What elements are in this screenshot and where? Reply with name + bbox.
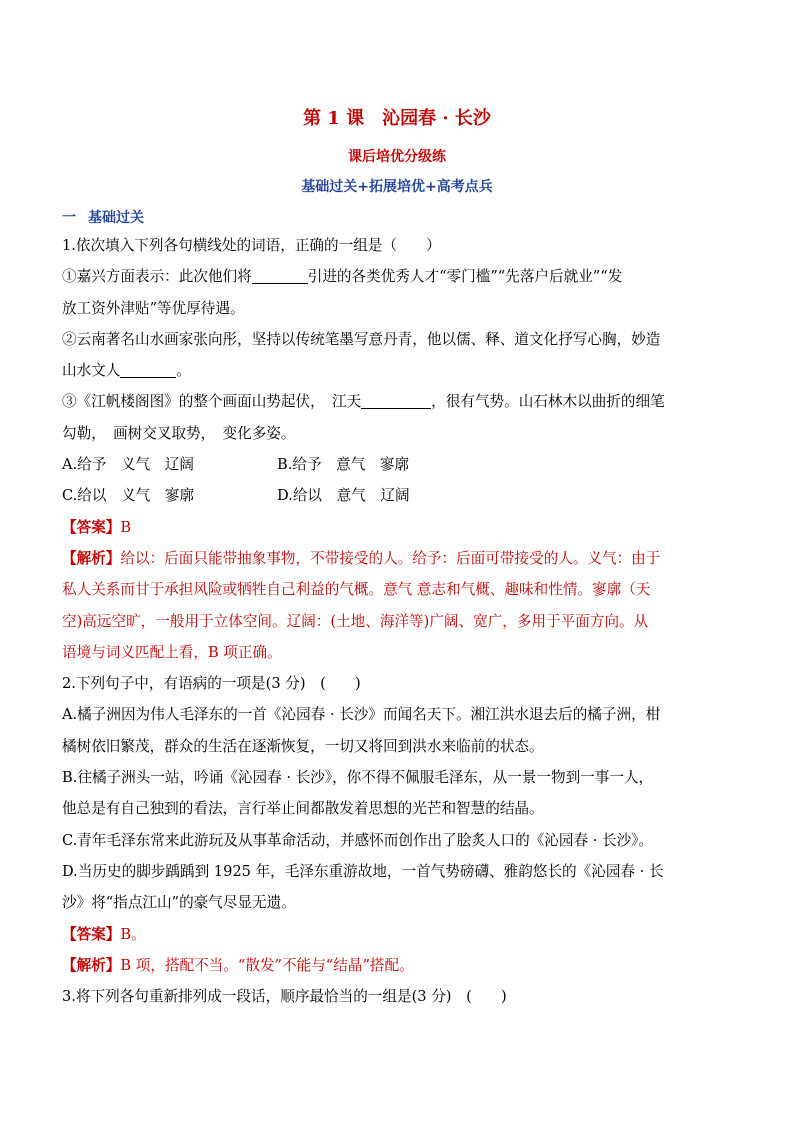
q2-option-b-line2: 他总是有自己独到的看法，言行举止间都散发着思想的光芒和智慧的结晶。	[62, 800, 544, 818]
q2-option-d-line2: 沙》将“指点江山”的豪气尽显无遗。	[62, 894, 296, 912]
q1-sentence3-line1: ③《江帆楼阁图》的整个画面山势起伏， 江天 ，很有气势。山石林木以曲折的细笔	[62, 386, 730, 417]
q1-analysis-line4: 语境与词义匹配上看，B 项正确。	[62, 643, 282, 661]
q1-option-a: A.给予 义气 辽阔	[62, 456, 194, 474]
q2-option-c: C.青年毛泽东常来此游玩及从事革命活动，并感怀而创作出了脍炙人口的《沁园春 · 长沙》。	[62, 831, 654, 849]
q1-sentence3-line2: 勾勒， 画树交叉取势， 变化多姿。	[62, 424, 296, 442]
q2-option-a-line2: 橘树依旧繁茂，群众的生活在逐渐恢复，一切又将回到洪水来临前的状态。	[62, 737, 544, 755]
section-number: 一	[62, 210, 76, 226]
q1-blank-1	[252, 265, 308, 284]
q1-sentence2-line1: ②云南著名山水画家张向彤，坚持以传统笔墨写意丹青，他以儒、释、道文化抒写心胸，妙造	[62, 330, 661, 348]
q1-option-c: C.给以 义气 寥廓	[62, 487, 195, 505]
q1-option-b: B.给予 意气 寥廓	[277, 456, 410, 474]
page-subtitle: 课后培优分级练	[348, 149, 446, 165]
q1-answer: 【答案】B	[62, 518, 132, 536]
q1-sentence2-line2: 山水文人 。	[62, 355, 730, 386]
page-subtitle-levels: 基础过关+拓展培优+高考点兵	[301, 179, 493, 195]
q2-option-b-line1: B.往橘子洲头一站，吟诵《沁园春 · 长沙》，你不得不佩服毛泽东，从一景一物到一事一人，	[62, 769, 654, 787]
q1-analysis-line1: 【解析】给以：后面只能带抽象事物，不带接受的人。给予：后面可带接受的人。义气：由于	[62, 549, 661, 567]
q1-blank-2	[120, 359, 176, 378]
q1-options-ab	[62, 449, 730, 480]
q2-option-a-line1: A.橘子洲因为伟人毛泽东的一首《沁园春 · 长沙》而闻名天下。湘江洪水退去后的橘子洲，柑	[62, 706, 661, 724]
page-title: 第 1 课 沁园春 · 长沙	[303, 108, 491, 129]
q1-sentence1-line2: 放工资外津贴”等优厚待遇。	[62, 299, 245, 317]
q1-blank-3	[361, 390, 431, 409]
section-label: 基础过关	[88, 210, 144, 226]
q2-stem: 2.下列句子中，有语病的一项是(3 分) ( )	[62, 675, 361, 693]
section-heading	[62, 207, 156, 227]
q1-stem: 1.依次填入下列各句横线处的词语，正确的一组是（ ）	[62, 237, 441, 254]
q2-option-d-line1: D.当历史的脚步踽踽到 1925 年，毛泽东重游故地，一首气势磅礴、雅韵悠长的《沁园春 · 长	[62, 862, 664, 880]
q1-options-cd	[62, 480, 730, 511]
question-content	[62, 230, 730, 1012]
q3-stem: 3.将下列各句重新排列成一段话，顺序最恰当的一组是(3 分) ( )	[62, 988, 507, 1006]
q1-analysis-line3: 空)高远空旷，一般用于立体空间。辽阔：(土地、海洋等)广阔、宽广，多用于平面方向。从	[62, 612, 649, 630]
q2-answer: 【答案】B。	[62, 925, 146, 943]
q2-analysis: 【解析】B 项，搭配不当。“散发”不能与“结晶”搭配。	[62, 956, 414, 974]
q1-option-d: D.给以 意气 辽阔	[277, 487, 410, 505]
q1-analysis-line2: 私人关系而甘于承担风险或牺牲自己利益的气概。意气 意志和气概、趣味和性情。寥廓（天	[62, 581, 651, 599]
q1-sentence1-line1: ①嘉兴方面表示：此次他们将 引进的各类优秀人才“零门槛”“先落户后就业”“发	[62, 261, 730, 292]
